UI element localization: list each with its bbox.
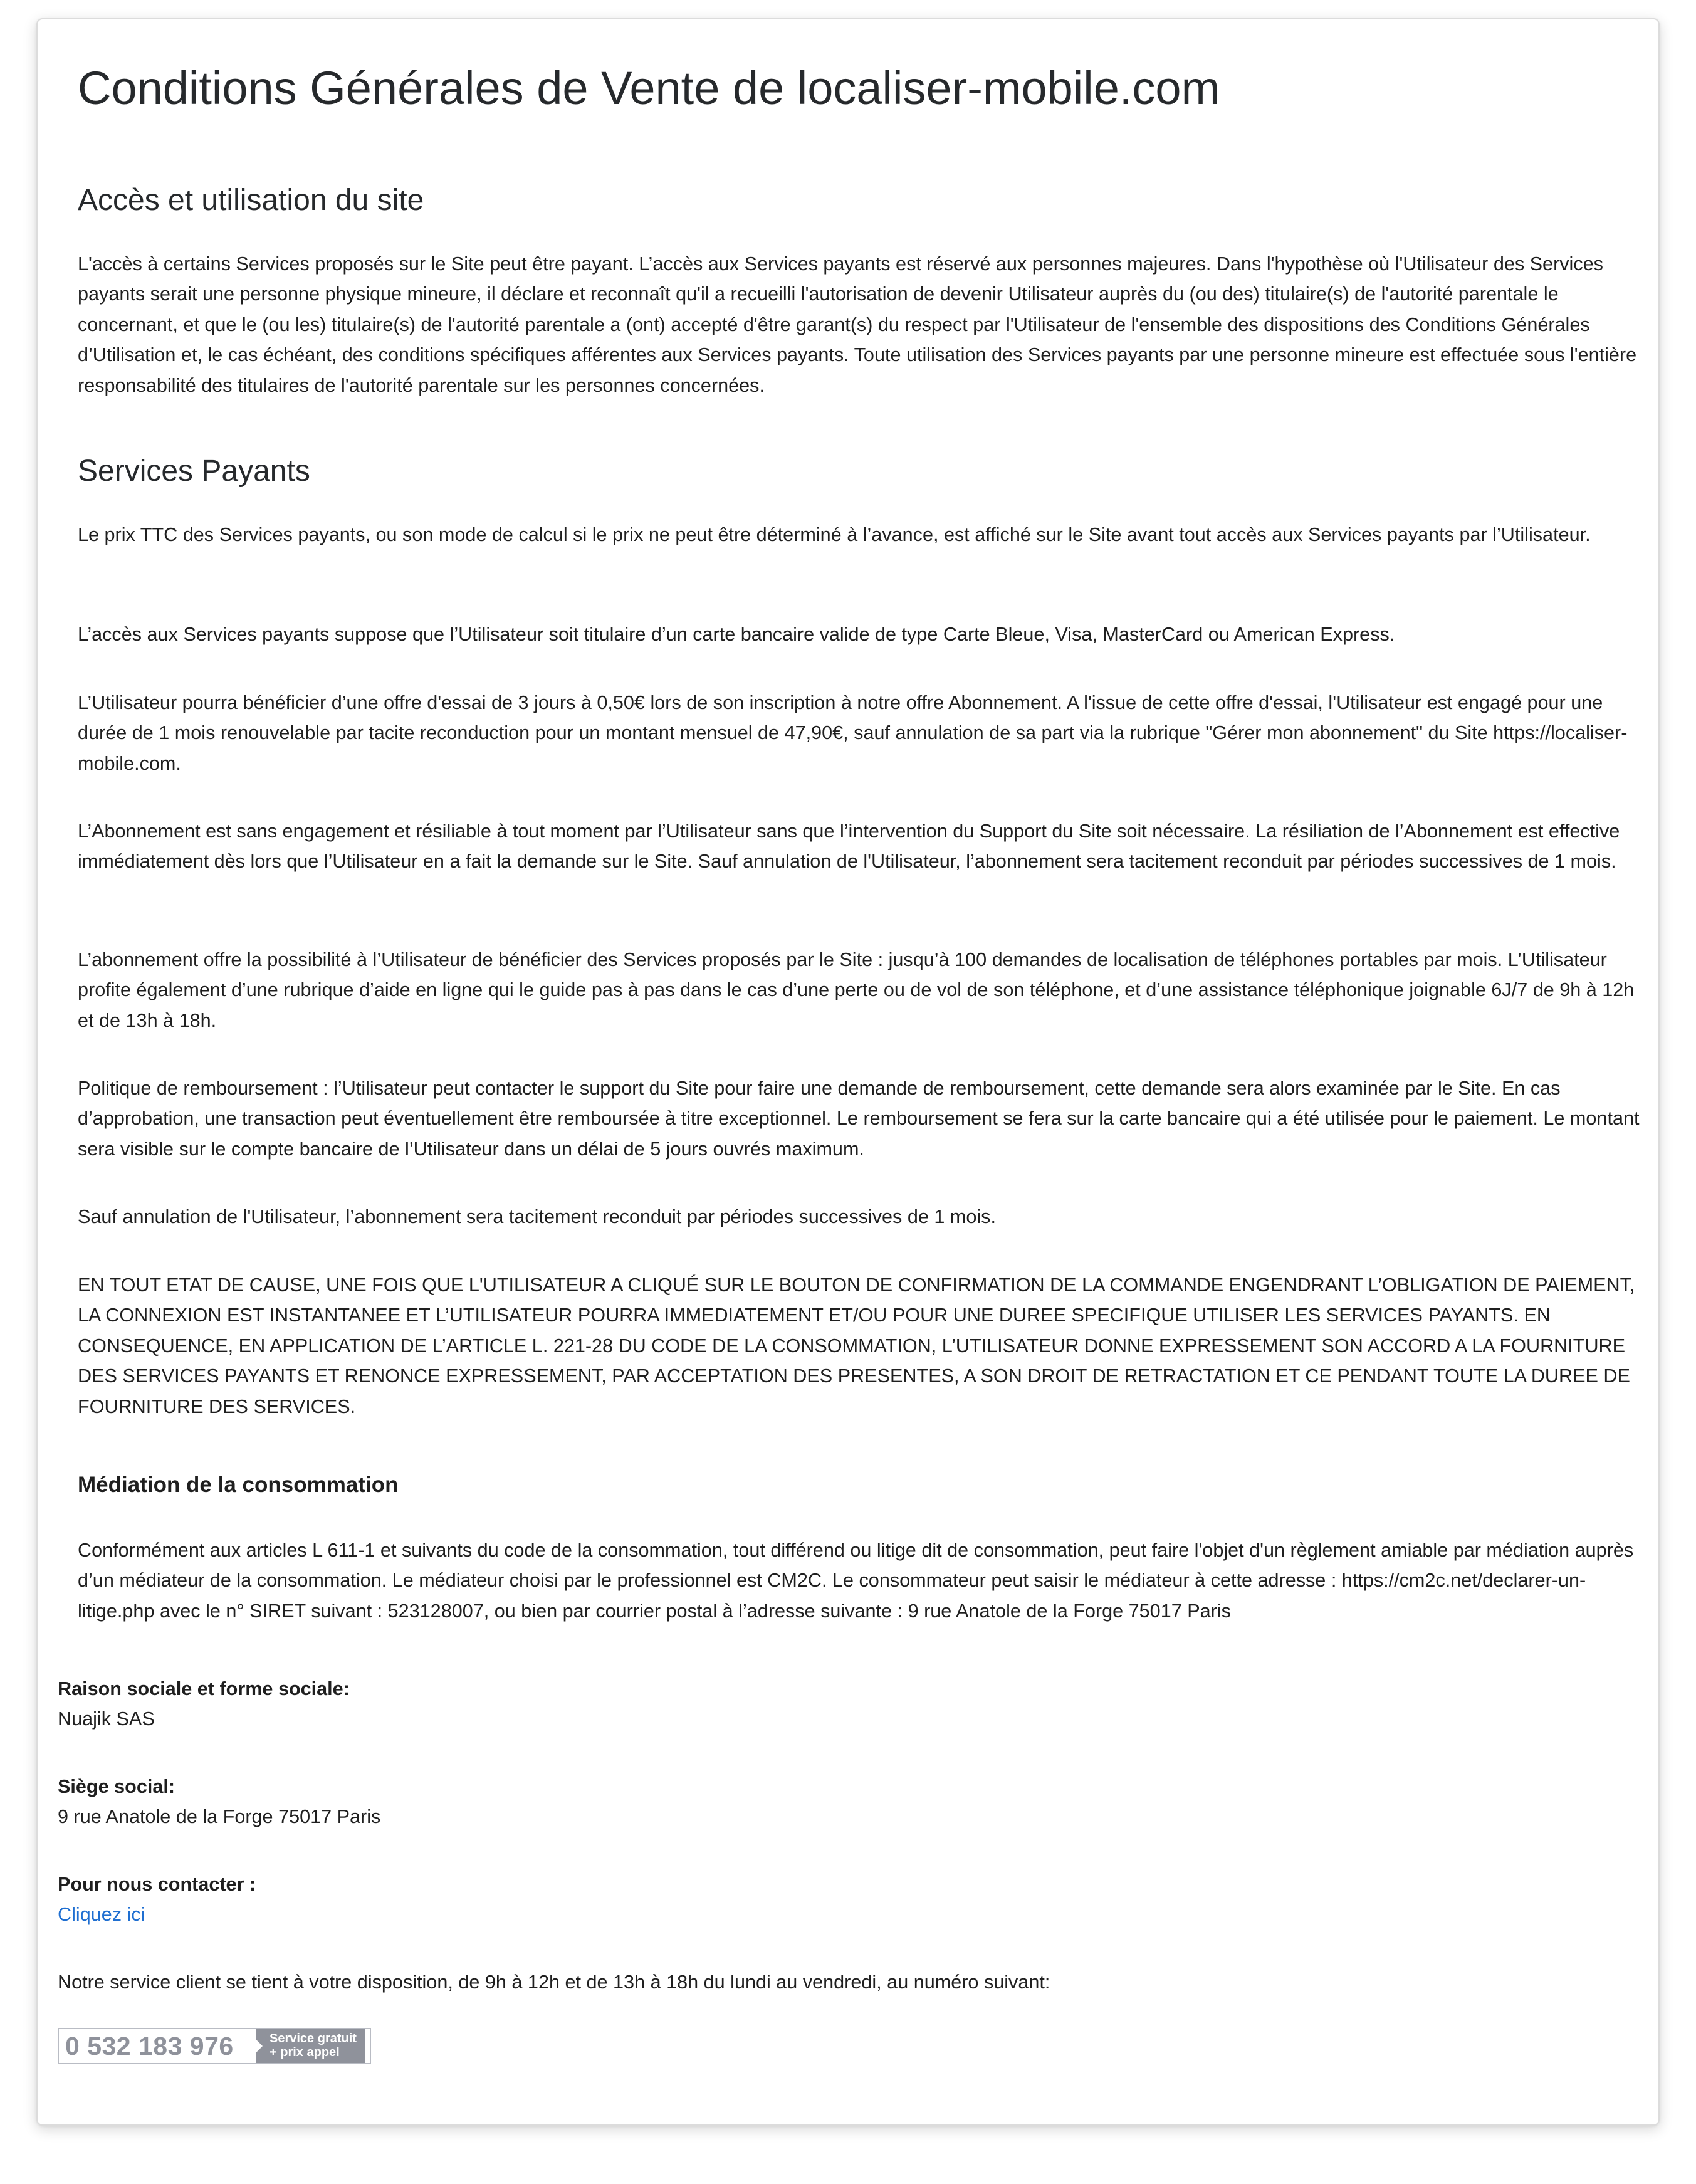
- paragraph-prix: Le prix TTC des Services payants, ou son mode de calcul si le prix ne peut être déterminé à l’avance, est affiché sur le Site avant tout accès aux Services payants par l’Utilisateur.: [78, 524, 1591, 545]
- section-heading-payants: Services Payants: [78, 454, 310, 488]
- siege-social-label: Siège social:: [58, 1776, 175, 1797]
- paragraph-reconduction: Sauf annulation de l'Utilisateur, l’abonnement sera tacitement reconduit par périodes successives de 1 mois.: [78, 1206, 996, 1227]
- service-client-text: Notre service client se tient à votre disposition, de 9h à 12h et de 13h à 18h du lundi au vendredi, au numéro suivant:: [58, 1971, 1050, 1993]
- section-heading-mediation: Médiation de la consommation: [78, 1473, 399, 1497]
- paragraph-remboursement: Politique de remboursement : l’Utilisateur peut contacter le support du Site pour faire une demande de remboursement, cette demande sera alors examinée par le Site. En cas d’approbation, une transaction peut éventuellement être remboursée à titre exceptionnel. Le remboursement se fera sur la carte bancaire qui a été utilisée pour le paiement. Le montant sera visible sur le compte bancaire de l’Utilisateur dans un délai de 5 jours ouvrés maximum.: [78, 1078, 1640, 1160]
- content-card: [36, 18, 1660, 2126]
- paragraph-acces: L'accès à certains Services proposés sur le Site peut être payant. L’accès aux Services payants est réservé aux personnes majeures. Dans l'hypothèse où l'Utilisateur des Services payants serait une personne physique mineure, il déclare et reconnaît qu'il a recueilli l'autorisation de devenir Utilisateur auprès du (ou des) titulaire(s) de l'autorité parentale le concernant, et que le (ou les) titulaire(s) de l'autorité parentale a (ont) accepté d'être garant(s) du respect par l'Utilisateur de l'ensemble des dispositions des Conditions Générales d’Utilisation et, le cas échéant, des conditions spécifiques afférentes aux Services payants. Toute utilisation des Services payants par une personne mineure est effectuée sous l'entière responsabilité des titulaires de l'autorité parentale sur les personnes concernées.: [78, 253, 1637, 396]
- raison-sociale-value: Nuajik SAS: [58, 1708, 155, 1730]
- siege-social-value: 9 rue Anatole de la Forge 75017 Paris: [58, 1806, 381, 1828]
- phone-number: 0 532 183 976: [65, 2032, 234, 2061]
- phone-service-tag: [256, 2029, 365, 2063]
- contact-block: [58, 1869, 256, 1930]
- paragraph-possibilite: L’abonnement offre la possibilité à l’Utilisateur de bénéficier des Services proposés par le Site : jusqu’à 100 demandes de localisation de téléphones portables par mois. L’Utilisateur profite également d’une rubrique d’aide en ligne qui le guide pas à pas dans le cas d’une perte ou de vol de son téléphone, et d’une assistance téléphonique joignable 6J/7 de 9h à 12h et de 13h à 18h.: [78, 949, 1635, 1031]
- siege-social-block: [58, 1772, 380, 1832]
- paragraph-carte: L’accès aux Services payants suppose que l’Utilisateur soit titulaire d’un carte bancaire valide de type Carte Bleue, Visa, MasterCard ou American Express.: [78, 624, 1395, 645]
- paragraph-retractation: EN TOUT ETAT DE CAUSE, UNE FOIS QUE L'UTILISATEUR A CLIQUÉ SUR LE BOUTON DE CONFIRMATION DE LA COMMANDE ENGENDRANT L’OBLIGATION DE PAIEMENT, LA CONNEXION EST INSTANTANEE ET L’UTILISATEUR POURRA IMMEDIATEMENT ET/OU POUR UNE DUREE SPECIFIQUE UTILISER LES SERVICES PAYANTS. EN CONSEQUENCE, EN APPLICATION DE L’ARTICLE L. 221-28 DU CODE DE LA CONSOMMATION, L’UTILISATEUR DONNE EXPRESSEMENT SON ACCORD A LA FOURNITURE DES SERVICES PAYANTS ET RENONCE EXPRESSEMENT, PAR ACCEPTATION DES PRESENTES, A SON DROIT DE RETRACTATION ET CE PENDANT TOUTE LA DUREE DE FOURNITURE DES SERVICES.: [78, 1274, 1635, 1417]
- paragraph-resiliation: L’Abonnement est sans engagement et résiliable à tout moment par l’Utilisateur sans que l’intervention du Support du Site soit nécessaire. La résiliation de l’Abonnement est effective immédiatement dès lors que l’Utilisateur en a fait la demande sur le Site. Sauf annulation de l'Utilisateur, l’abonnement sera tacitement reconduit par périodes successives de 1 mois.: [78, 821, 1620, 873]
- contact-link[interactable]: Cliquez ici: [58, 1904, 145, 1926]
- section-heading-acces: Accès et utilisation du site: [78, 184, 424, 217]
- phone-tag-line1: Service gratuit: [270, 2032, 357, 2045]
- phone-tag-line2: + prix appel: [270, 2045, 340, 2059]
- raison-sociale-label: Raison sociale et forme sociale:: [58, 1678, 350, 1699]
- paragraph-mediation: Conformément aux articles L 611-1 et suivants du code de la consommation, tout différend ou litige dit de consommation, peut faire l'objet d'un règlement amiable par médiation auprès d’un médiateur de la consommation. Le médiateur choisi par le professionnel est CM2C. Le consommateur peut saisir le médiateur à cette adresse : https://cm2c.net/declarer-un-litige.php avec le n° SIRET suivant : 523128007, ou bien par courrier postal à l’adresse suivante : 9 rue Anatole de la Forge 75017 Paris: [78, 1540, 1634, 1622]
- raison-sociale-block: [58, 1674, 350, 1735]
- contact-label: Pour nous contacter :: [58, 1874, 256, 1895]
- phone-number-badge[interactable]: [58, 2028, 371, 2064]
- page-title: Conditions Générales de Vente de localiser-mobile.com: [78, 62, 1220, 114]
- paragraph-essai: L’Utilisateur pourra bénéficier d’une offre d'essai de 3 jours à 0,50€ lors de son inscription à notre offre Abonnement. A l'issue de cette offre d'essai, l'Utilisateur est engagé pour une durée de 1 mois renouvelable par tacite reconduction pour un montant mensuel de 47,90€, sauf annulation de sa part via la rubrique "Gérer mon abonnement" du Site https://localiser-mobile.com.: [78, 692, 1628, 774]
